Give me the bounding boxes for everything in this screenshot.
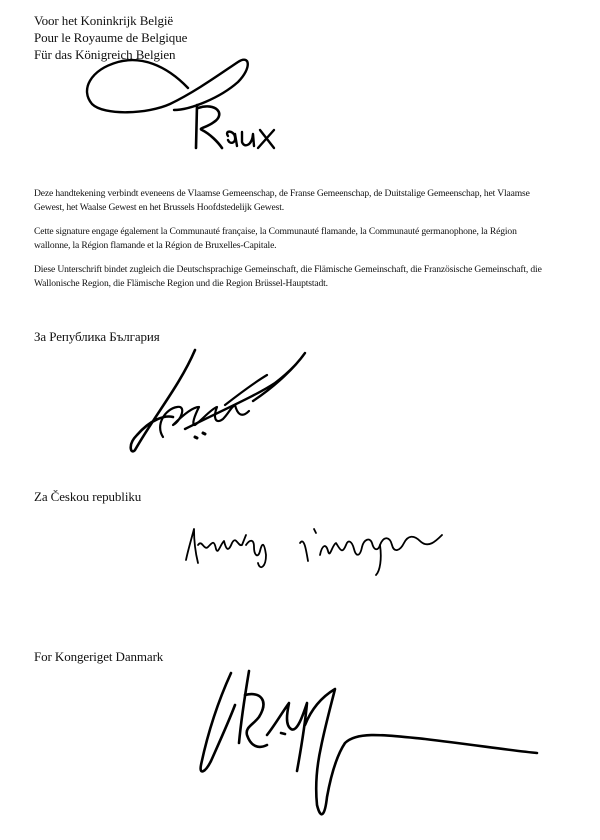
- belgium-heading-german: Für das Königreich Belgien: [34, 47, 176, 62]
- belgium-note-french: Cette signature engage également la Communauté française, la Communauté flamande, la Communauté germanophone, la Région wallonne, la Région flamande et la Région de Bruxelles-Capitale.: [34, 226, 517, 251]
- belgium-heading-dutch: Voor het Koninkrijk België: [34, 13, 174, 28]
- czech-heading: Za Českou republiku: [34, 489, 142, 504]
- belgium-note-german: Diese Unterschrift bindet zugleich die Deutschsprachige Gemeinschaft, die Flämische Gemeinschaft, die Französische Gemeinschaft, die Wallonische Region, die Flämische Region und die Region Brüssel-Hauptstadt.: [34, 264, 542, 289]
- belgium-signature: [70, 50, 300, 160]
- czech-signature: [180, 515, 460, 585]
- bulgaria-heading: За Република България: [34, 329, 160, 344]
- bulgaria-signature: [125, 345, 315, 460]
- denmark-heading: For Kongeriget Danmark: [34, 649, 164, 664]
- belgium-heading-french: Pour le Royaume de Belgique: [34, 30, 188, 45]
- belgium-note-dutch: Deze handtekening verbindt eveneens de Vlaamse Gemeenschap, de Franse Gemeenschap, de Duitstalige Gemeenschap, het Vlaamse Gewest, het Waalse Gewest en het Brussels Hoofdstedelijk Gewest.: [34, 188, 530, 213]
- denmark-signature: [185, 665, 540, 830]
